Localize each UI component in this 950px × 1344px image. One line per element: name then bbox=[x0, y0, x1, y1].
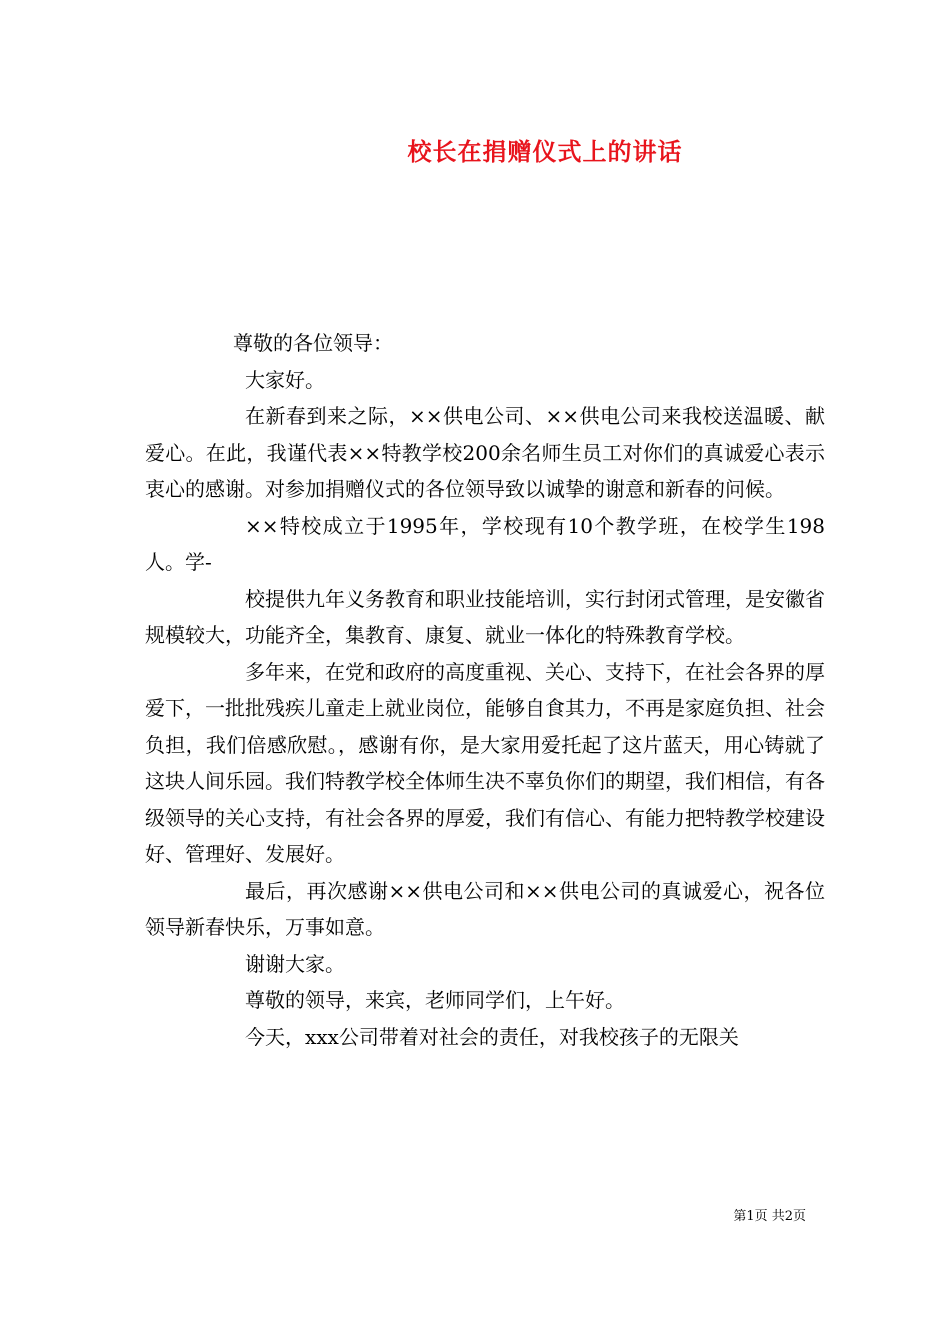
document-title: 校长在捐赠仪式上的讲话 bbox=[407, 137, 683, 166]
paragraph: 校提供九年义务教育和职业技能培训，实行封闭式管理，是安徽省规模较大，功能齐全，集教育、康复、就业一体化的特殊教育学校。 bbox=[145, 586, 825, 647]
paragraph: 今天，xxx公司带着对社会的责任，对我校孩子的无限关 bbox=[245, 1024, 739, 1049]
document-body bbox=[145, 325, 825, 1055]
paragraph: 多年来，在党和政府的高度重视、关心、支持下，在社会各界的厚爱下，一批批残疾儿童走上就业岗位，能够自食其力，不再是家庭负担、社会负担，我们倍感欣慰。，感谢有你，是大家用爱托起了这片蓝天，用心铸就了这块人间乐园。我们特教学校全体师生决不辜负你们的期望，我们相信，有各级领导的关心支持，有社会各界的厚爱，我们有信心、有能力把特教学校建设好、管理好、发展好。 bbox=[145, 659, 825, 866]
paragraph: 最后，再次感谢××供电公司和××供电公司的真诚爱心，祝各位领导新春快乐，万事如意。 bbox=[145, 878, 825, 939]
paragraph-greeting: 大家好。 bbox=[245, 367, 325, 392]
paragraph: ××特校成立于1995年，学校现有10个教学班，在校学生198人。学- bbox=[145, 513, 825, 574]
page-number: 第1页 共2页 bbox=[733, 1209, 806, 1224]
paragraph-salutation: 尊敬的各位领导： bbox=[233, 331, 393, 355]
paragraph-second-salutation: 尊敬的领导，来宾，老师同学们，上午好。 bbox=[245, 988, 625, 1012]
paragraph-thanks: 谢谢大家。 bbox=[245, 951, 345, 976]
paragraph: 在新春到来之际，××供电公司、××供电公司来我校送温暖、献爱心。在此，我谨代表××特教学校200余名师生员工对你们的真诚爱心表示衷心的感谢。对参加捐赠仪式的各位领导致以诚挚的谢意和新春的问候。 bbox=[145, 404, 825, 501]
